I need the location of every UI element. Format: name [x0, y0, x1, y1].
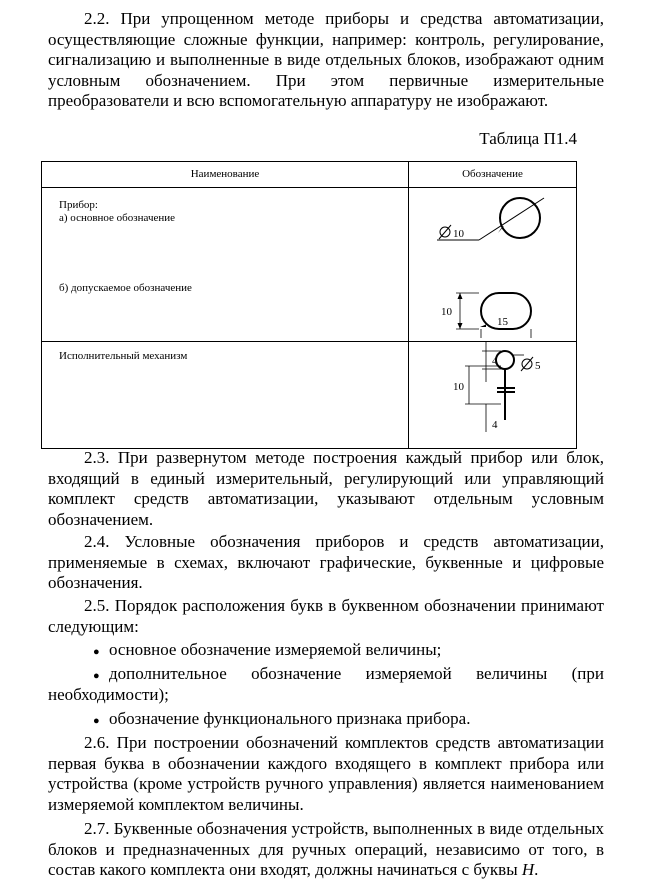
oval-width-dim [408, 297, 578, 327]
bullet-icon: ● [93, 670, 100, 682]
paragraph-2-3: 2.3. При развернутом методе построения каждый прибор или блок, входящий в единый измерительный, регулирующий или управляющий комплект средств автоматизации, указывают отдельным условным обозначением. [48, 448, 604, 529]
table-caption: Таблица П1.4 [479, 129, 577, 148]
instrument-option-a: а) основное обозначение [59, 212, 176, 224]
paragraph-2-4: 2.4. Условные обозначения приборов и средств автоматизации, применяемые в схемах, включают графические, буквенные и цифровые обозначения. [48, 532, 604, 593]
paragraph-2-7: 2.7. Буквенные обозначения устройств, выполненных в виде отдельных блоков и предназначенных для ручных операций, независимо от того, в состав какого комплекта они входят, должны начинаться с буквы Н. [48, 819, 604, 880]
actuator-symbol [409, 342, 576, 445]
paragraph-2-2: 2.2. При упрощенном методе приборы и средства автоматизации, осуществляющие сложные функции, например: контроль, регулирование, сигнализацию и выполненные в виде отдельных блоков, изображают одним условным обозначением. При этом первичные измерительные преобразователи и всю вспомогательную аппаратуру не изображают. [48, 9, 604, 111]
dim-bottom-label: 4 [492, 419, 498, 431]
table-header-row [42, 162, 577, 188]
bullet-item-2-cont: необходимости); [48, 685, 169, 704]
instrument-title: Прибор: [59, 199, 98, 211]
dim-b-height: 10 [441, 306, 452, 318]
bullet-item-2: ● дополнительное обозначение измеряемой величины (при [93, 664, 604, 687]
actuator-title: Исполнительный механизм [59, 350, 188, 362]
bullet-item-1: ● основное обозначение измеряемой величины; [93, 640, 441, 663]
dim-b-width: 15 [497, 316, 508, 327]
diameter-mark-a [439, 225, 465, 240]
dim-h-label: 10 [453, 381, 464, 393]
header-symbol: Обозначение [409, 162, 577, 188]
instrument-option-b: б) допускаемое обозначение [59, 282, 192, 294]
dim-d-label: 5 [535, 360, 541, 372]
dim-a-label: 10 [453, 228, 464, 240]
paragraph-2-5: 2.5. Порядок расположения букв в буквенном обозначении принимают следующим: [48, 596, 604, 636]
header-name: Наименование [42, 162, 409, 188]
dim-top-label: 4 [492, 355, 498, 367]
bullet-icon: ● [93, 646, 100, 658]
bullet-icon: ● [93, 715, 100, 727]
table-row-actuator [42, 342, 577, 449]
bullet-item-3: ● обозначение функционального признака прибора. [93, 709, 470, 732]
paragraph-2-6: 2.6. При построении обозначений комплектов средств автоматизации первая буква в обозначении каждого входящего в комплект прибора или устройства (кроме устройств ручного управления) является наименованием измеряемой комплектом величины. [48, 733, 604, 814]
